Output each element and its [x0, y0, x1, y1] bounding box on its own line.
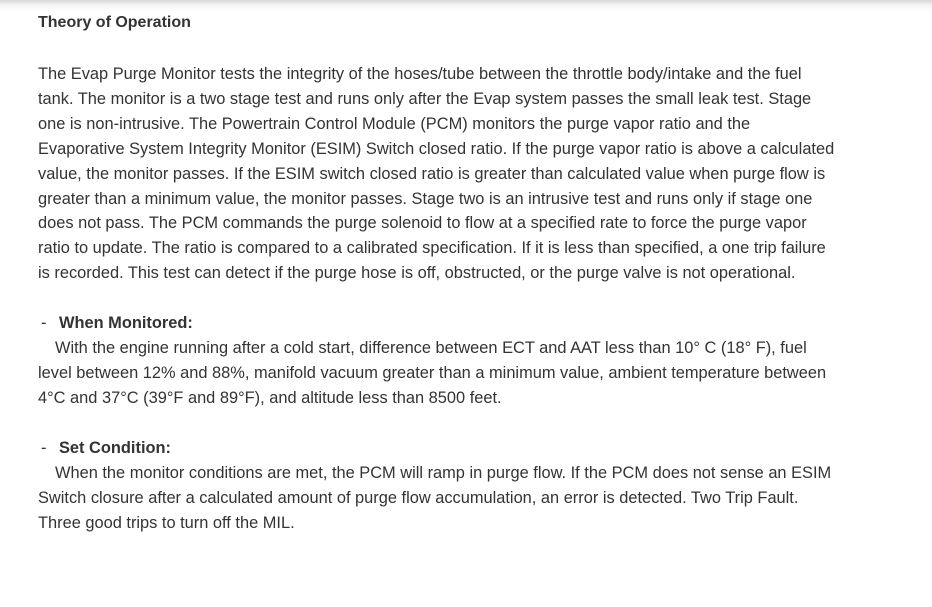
when-monitored-title: When Monitored: — [59, 314, 193, 333]
bullet-dash: - — [41, 438, 47, 457]
theory-paragraph: The Evap Purge Monitor tests the integrity of the hoses/tube between the throttle body/intake and the fuel tank. The monitor is a two stage test and runs only after the Evap system passes the small leak test. Stage one is non-intrusive. The Powertrain Control Module (PCM) monitors the purge vapor ratio and the Evaporative System Integrity Monitor (ESIM) Switch closed ratio. If the purge vapor ratio is above a calculated value, the monitor passes. If the ESIM switch closed ratio is greater than calculated value when purge flow is greater than a minimum value, the monitor passes. Stage two is an intrusive test and runs only if stage one does not pass. The PCM commands the purge solenoid to flow at a specified rate to force the purge vapor ratio to update. The ratio is compared to a calibrated specification. If it is less than specified, a one trip failure is recorded. This test can detect if the purge hose is off, obstructed, or the purge valve is not operational. — [38, 65, 835, 283]
when-monitored-section — [38, 311, 838, 411]
bullet-dash: - — [41, 314, 47, 333]
when-monitored-body: With the engine running after a cold start, difference between ECT and AAT less than 10° C (18° F), fuel level between 12% and 88%, manifold vacuum greater than a minimum value, ambient temperature between 4°C and 37°C (39°F and 89°F), and altitude less than 8500 feet. — [38, 339, 827, 407]
header-shadow — [0, 0, 932, 12]
section-title: Theory of Operation — [38, 14, 191, 31]
set-condition-heading — [38, 436, 838, 461]
set-condition-body: When the monitor conditions are met, the PCM will ramp in purge flow. If the PCM does not sense an ESIM Switch closure after a calculated amount of purge flow accumulation, an error is detected. Two Trip Fault. Three good trips to turn off the MIL. — [38, 463, 832, 532]
article-content — [38, 12, 838, 535]
set-condition-title: Set Condition: — [59, 438, 171, 457]
when-monitored-heading — [38, 311, 838, 336]
set-condition-section — [38, 436, 838, 536]
